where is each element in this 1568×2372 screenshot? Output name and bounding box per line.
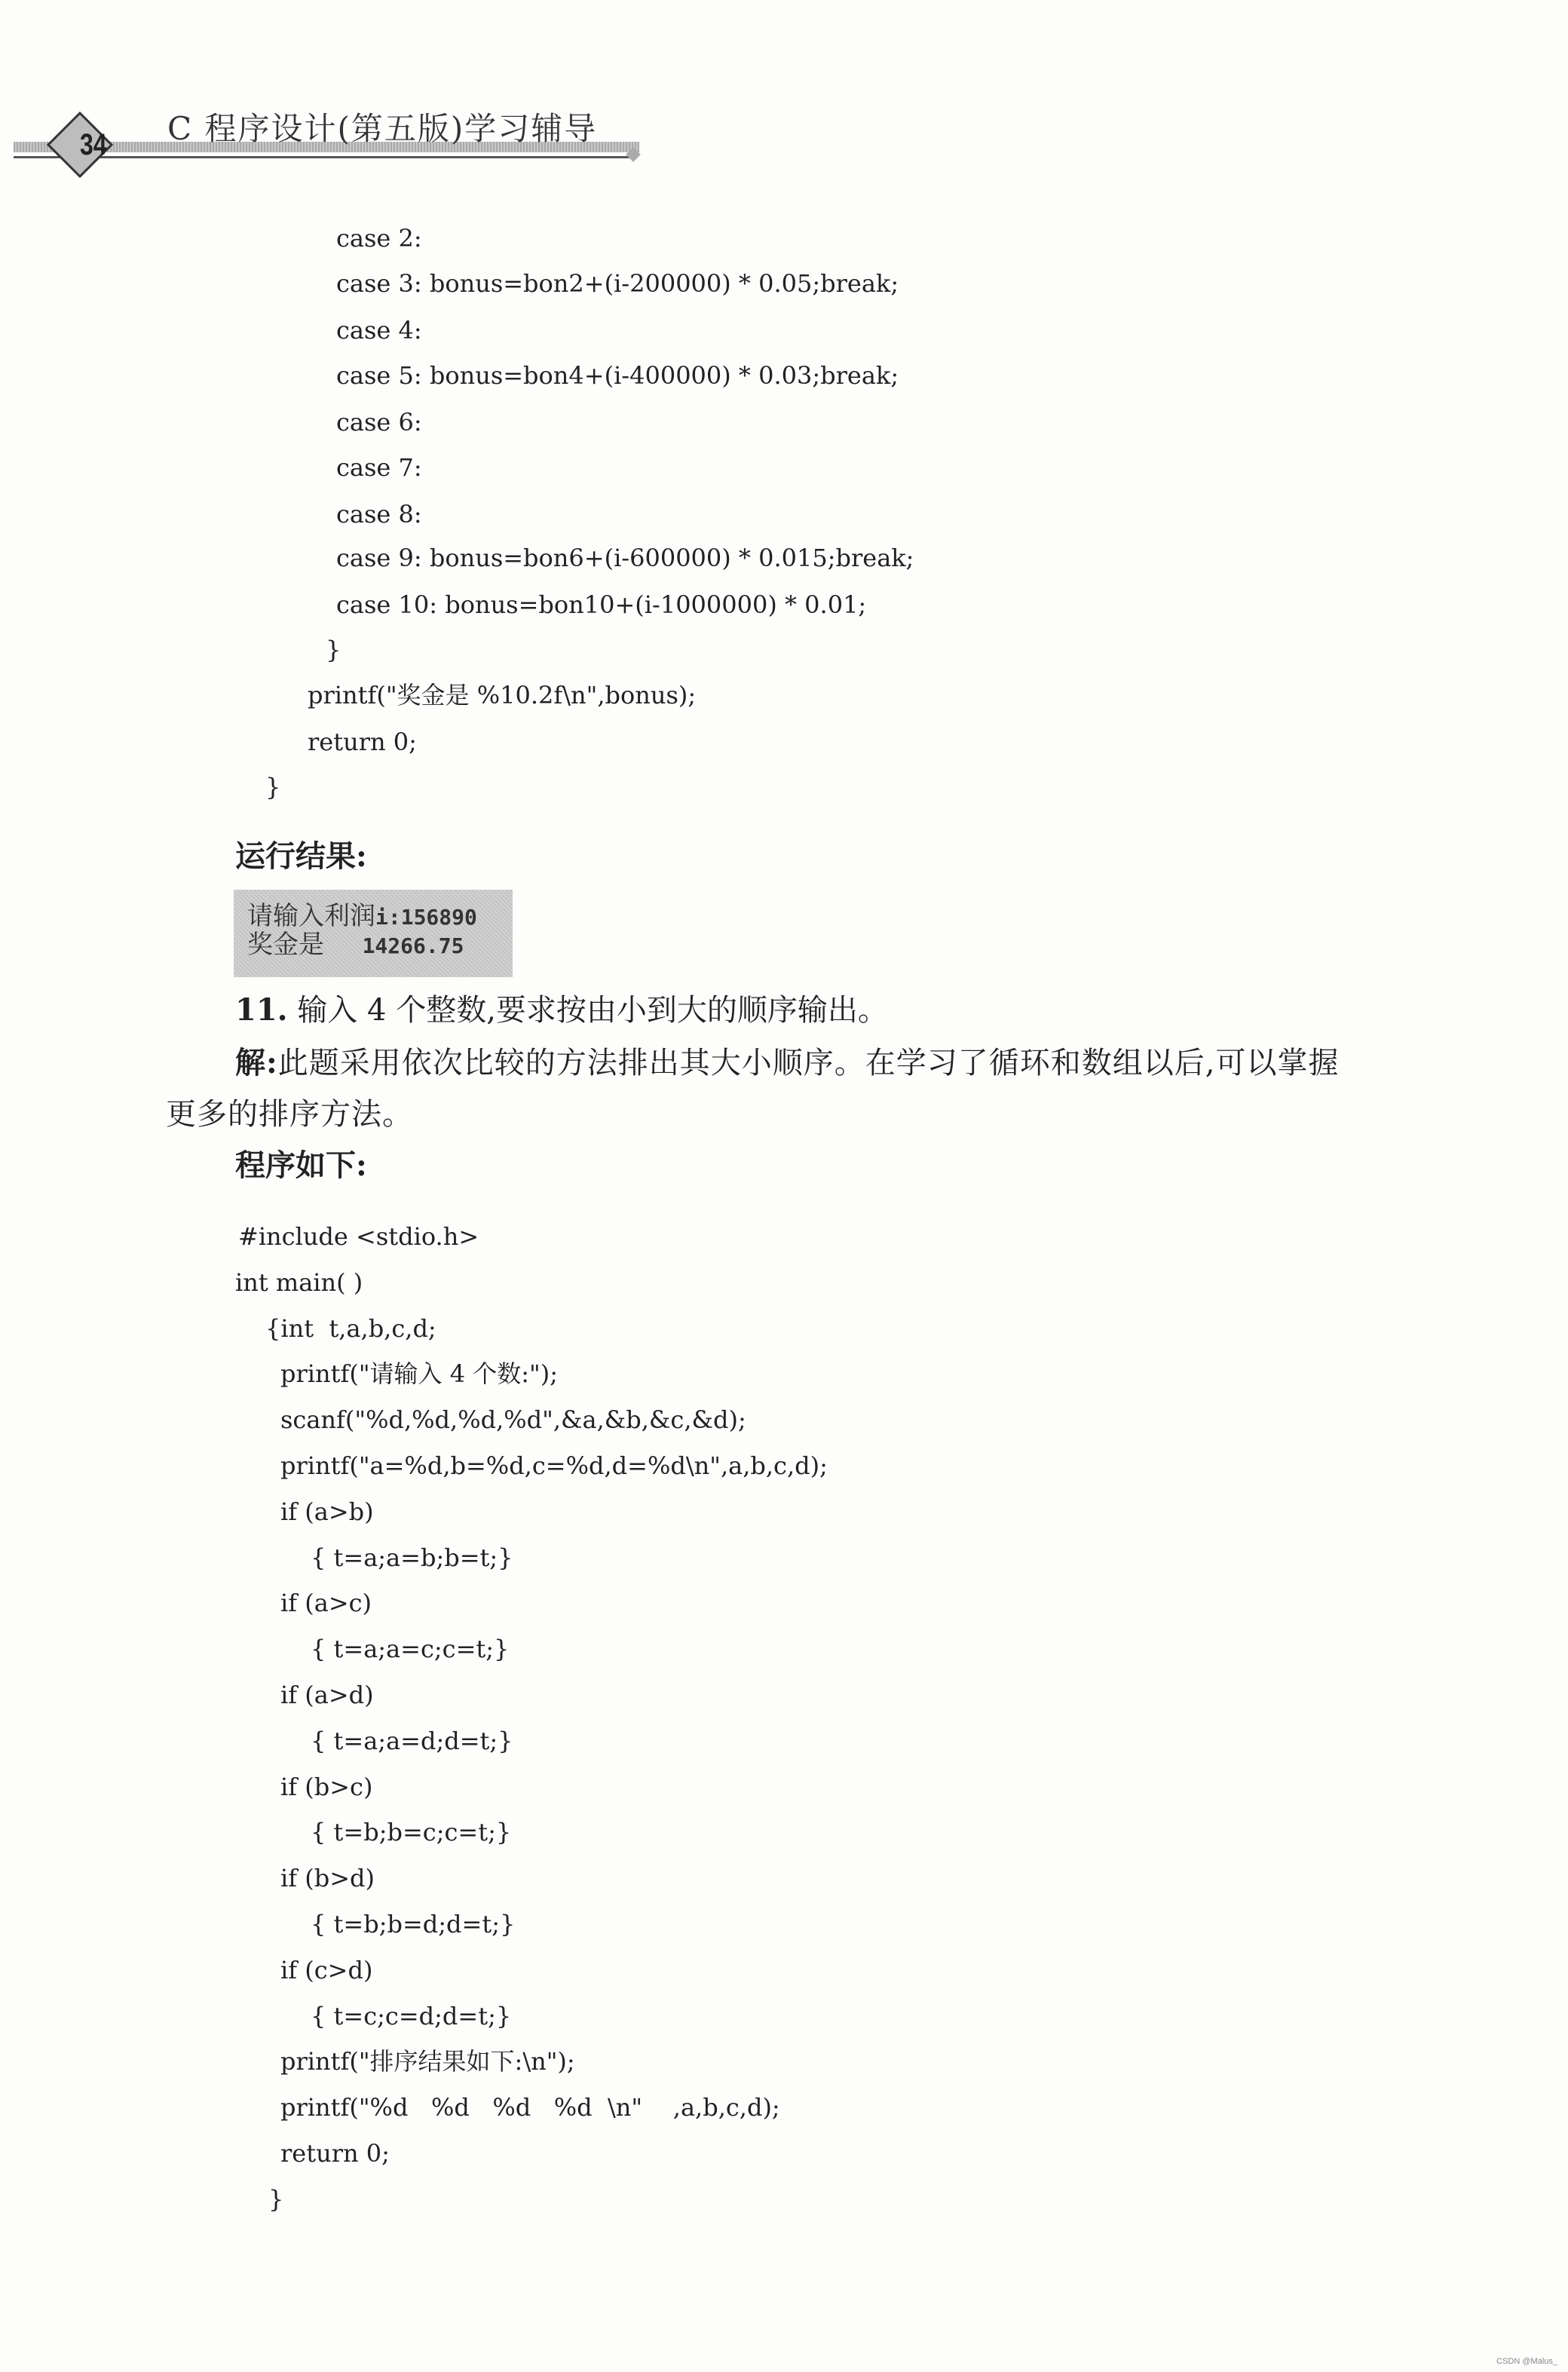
code-line: if (a>d): [280, 1681, 374, 1709]
code-line: int main( ): [235, 1267, 363, 1297]
question-11: [235, 992, 888, 1028]
code-line: if (b>d): [280, 1864, 375, 1893]
code-line: printf("a=%d,b=%d,c=%d,d=%d\n",a,b,c,d);: [280, 1451, 828, 1480]
result-line-1-value: i:156890: [375, 905, 477, 930]
code-line: { t=a;a=d;d=t;}: [311, 1726, 513, 1755]
run-result-heading: 运行结果:: [235, 838, 367, 874]
solution-line-2: 更多的排序方法。: [166, 1097, 413, 1132]
code-line: { t=b;b=c;c=t;}: [311, 1818, 512, 1847]
result-line-2-value: 14266.75: [324, 933, 464, 958]
result-line-2: [247, 930, 464, 961]
code-line: if (b>c): [280, 1772, 373, 1801]
solution-line-1: 此题采用依次比较的方法排出其大小顺序。在学习了循环和数组以后,可以掌握: [277, 1046, 1340, 1080]
code-line: case 3: bonus=bon2+(i-200000) * 0.05;break;: [336, 269, 899, 298]
code-line: { t=c;c=d;d=t;}: [311, 2001, 512, 2030]
question-number: 11.: [235, 992, 288, 1028]
book-title: C 程序设计(第五版)学习辅导: [167, 110, 598, 147]
page-number: 34: [80, 128, 107, 161]
code-line: if (a>b): [280, 1497, 374, 1526]
code-line: case 2:: [336, 224, 422, 253]
code-line: if (c>d): [280, 1955, 373, 1984]
question-text: 输入 4 个整数,要求按由小到大的顺序输出。: [297, 993, 888, 1028]
code-line: #include <stdio.h>: [238, 1222, 479, 1251]
result-line-2-label: 奖金是: [247, 930, 324, 960]
code-line: case 5: bonus=bon4+(i-400000) * 0.03;break;: [336, 361, 899, 390]
result-line-1: [247, 902, 477, 932]
code-line: case 7:: [336, 453, 422, 482]
program-heading: 程序如下:: [235, 1148, 367, 1183]
code-line: case 6:: [336, 408, 422, 437]
solution-para: [235, 1045, 1339, 1081]
code-line: }: [268, 2184, 284, 2214]
code-line: }: [326, 636, 341, 664]
code-line: { t=b;b=d;d=t;}: [311, 1910, 516, 1938]
code-line: printf("奖金是 %10.2f\n",bonus);: [308, 681, 697, 709]
code-line: return 0;: [280, 2139, 390, 2168]
code-line: printf("请输入 4 个数:");: [280, 1359, 559, 1389]
solution-label: 解:: [235, 1045, 278, 1080]
code-line: { t=a;a=c;c=t;}: [311, 1635, 510, 1664]
code-line: case 4:: [336, 316, 422, 345]
code-line: }: [265, 773, 281, 801]
code-line: case 9: bonus=bon6+(i-600000) * 0.015;break;: [336, 544, 914, 572]
code-line: case 8:: [336, 500, 422, 529]
code-line: printf("%d %d %d %d \n" ,a,b,c,d);: [280, 2093, 780, 2122]
result-line-1-label: 请输入利润: [247, 901, 375, 931]
run-result-screenshot: [234, 890, 513, 977]
watermark: CSDN @Malus_: [1496, 2357, 1557, 2366]
code-line: if (a>c): [280, 1589, 372, 1618]
code-line: printf("排序结果如下:\n");: [280, 2047, 575, 2076]
code-line: scanf("%d,%d,%d,%d",&a,&b,&c,&d);: [280, 1405, 746, 1435]
code-line: return 0;: [308, 728, 417, 756]
code-line: { t=a;a=b;b=t;}: [311, 1543, 513, 1572]
code-line: case 10: bonus=bon10+(i-1000000) * 0.01;: [336, 590, 867, 619]
code-line: {int t,a,b,c,d;: [265, 1313, 436, 1343]
